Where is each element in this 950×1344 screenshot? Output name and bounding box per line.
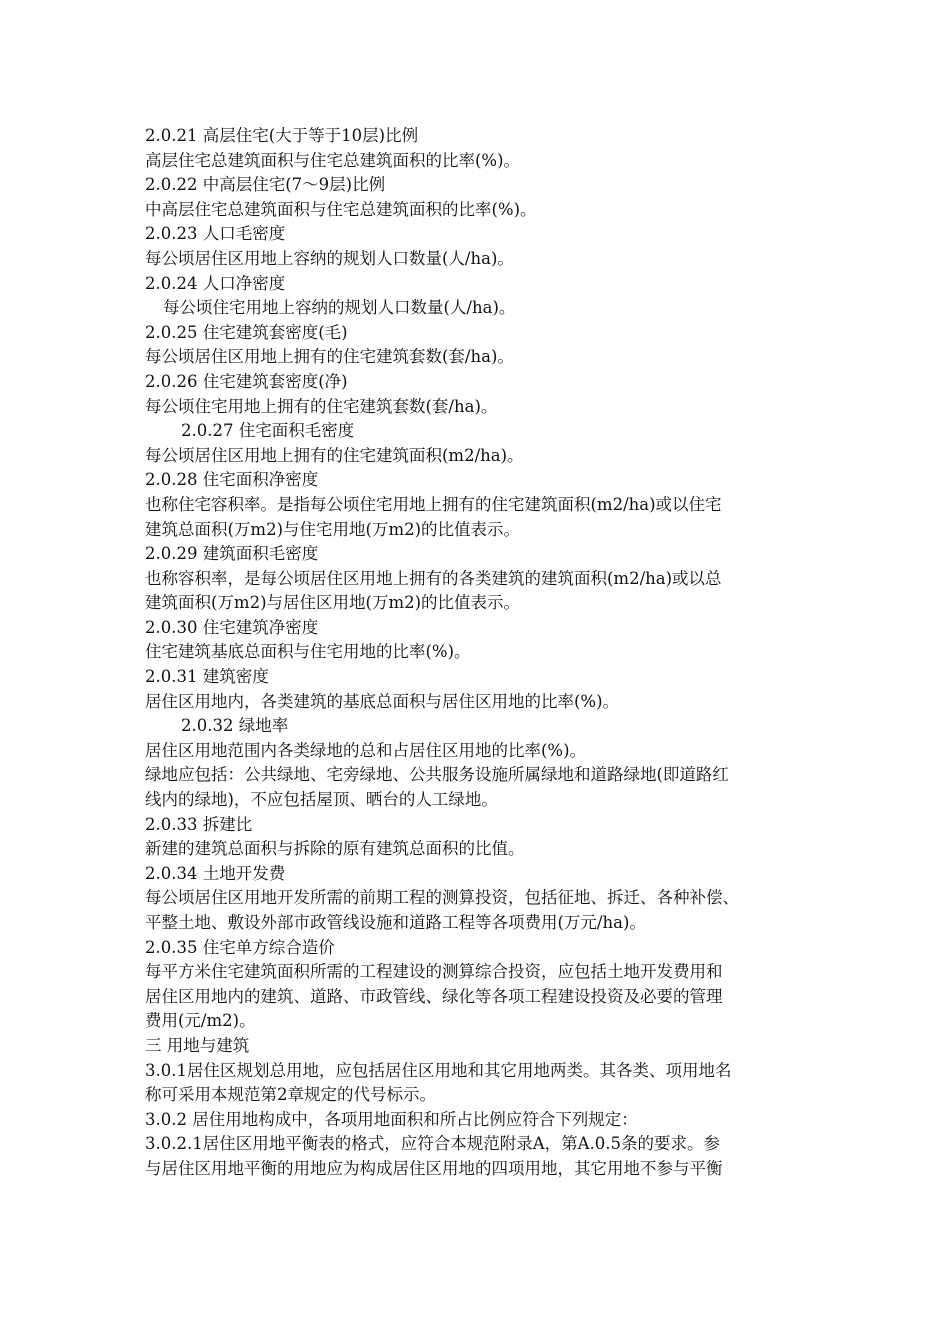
clause-heading: 2.0.22 中高层住宅(7～9层)比例 [145, 175, 386, 195]
clause-text: 也称住宅容积率。是指每公顷住宅用地上拥有的住宅建筑面积(m2/ha)或以住宅 [145, 494, 722, 514]
clause-heading: 2.0.28 住宅面积净密度 [145, 470, 319, 490]
clause-heading: 2.0.34 土地开发费 [145, 863, 286, 883]
clause-text: 每公顷居住区用地开发所需的前期工程的测算投资，包括征地、拆迁、各种补偿、 [145, 888, 739, 908]
clause-text: 与居住区用地平衡的用地应为构成居住区用地的四项用地，其它用地不参与平衡 [145, 1158, 723, 1178]
clause-text: 高层住宅总建筑面积与住宅总建筑面积的比率(%)。 [145, 150, 521, 170]
clause-text: 每公顷居住区用地上拥有的住宅建筑套数(套/ha)。 [145, 347, 514, 367]
chapter-heading: 三 用地与建筑 [145, 1035, 250, 1055]
clause-heading: 2.0.24 人口净密度 [145, 273, 286, 293]
clause-text: 3.0.2.1居住区用地平衡表的格式，应符合本规范附录A，第A.0.5条的要求。参 [145, 1134, 721, 1154]
clause-text: 每平方米住宅建筑面积所需的工程建设的测算综合投资，应包括土地开发费用和 [145, 962, 723, 982]
clause-text: 居住区用地内的建筑、道路、市政管线、绿化等各项工程建设投资及必要的管理 [145, 986, 723, 1006]
clause-heading: 2.0.32 绿地率 [181, 716, 289, 736]
clause-text: 建筑总面积(万m2)与住宅用地(万m2)的比值表示。 [145, 519, 521, 539]
clause-heading: 2.0.33 拆建比 [145, 814, 253, 834]
clause-text: 每公顷居住区用地上拥有的住宅建筑面积(m2/ha)。 [145, 445, 524, 465]
clause-text: 每公顷住宅用地上容纳的规划人口数量(人/ha)。 [163, 298, 516, 318]
clause-text: 绿地应包括：公共绿地、宅旁绿地、公共服务设施所属绿地和道路绿地(即道路红 [145, 765, 729, 785]
clause-heading: 2.0.21 高层住宅(大于等于10层)比例 [145, 126, 419, 145]
clause-heading: 2.0.29 建筑面积毛密度 [145, 544, 319, 564]
clause-text: 3.0.2 居住用地构成中，各项用地面积和所占比例应符合下列规定： [145, 1109, 638, 1129]
clause-text: 称可采用本规范第2章规定的代号标示。 [145, 1085, 436, 1105]
clause-text: 居住区用地内，各类建筑的基底总面积与居住区用地的比率(%)。 [145, 691, 620, 711]
clause-text: 线内的绿地)，不应包括屋顶、晒台的人工绿地。 [145, 790, 498, 810]
clause-text: 中高层住宅总建筑面积与住宅总建筑面积的比率(%)。 [145, 199, 537, 219]
clause-heading: 2.0.27 住宅面积毛密度 [181, 421, 355, 441]
clause-text: 每公顷住宅用地上拥有的住宅建筑套数(套/ha)。 [145, 396, 498, 416]
clause-text: 每公顷居住区用地上容纳的规划人口数量(人/ha)。 [145, 248, 514, 268]
clause-heading: 2.0.25 住宅建筑套密度(毛) [145, 322, 348, 342]
clause-text: 也称容积率，是每公顷居住区用地上拥有的各类建筑的建筑面积(m2/ha)或以总 [145, 568, 722, 588]
clause-text: 平整土地、敷设外部市政管线设施和道路工程等各项费用(万元/ha)。 [145, 913, 646, 932]
clause-text: 居住区用地范围内各类绿地的总和占居住区用地的比率(%)。 [145, 740, 587, 760]
document-body [145, 124, 815, 1182]
clause-text: 费用(元/m2)。 [145, 1011, 256, 1031]
clause-heading: 2.0.23 人口毛密度 [145, 224, 286, 244]
clause-text: 新建的建筑总面积与拆除的原有建筑总面积的比值。 [145, 839, 525, 859]
clause-heading: 2.0.35 住宅单方综合造价 [145, 937, 335, 957]
clause-heading: 2.0.31 建筑密度 [145, 667, 269, 687]
clause-text: 3.0.1居住区规划总用地，应包括居住区用地和其它用地两类。其各类、项用地名 [145, 1060, 732, 1080]
clause-heading: 2.0.30 住宅建筑净密度 [145, 617, 319, 637]
clause-text: 建筑面积(万m2)与居住区用地(万m2)的比值表示。 [145, 593, 521, 613]
clause-text: 住宅建筑基底总面积与住宅用地的比率(%)。 [145, 642, 471, 662]
clause-heading: 2.0.26 住宅建筑套密度(净) [145, 371, 348, 391]
